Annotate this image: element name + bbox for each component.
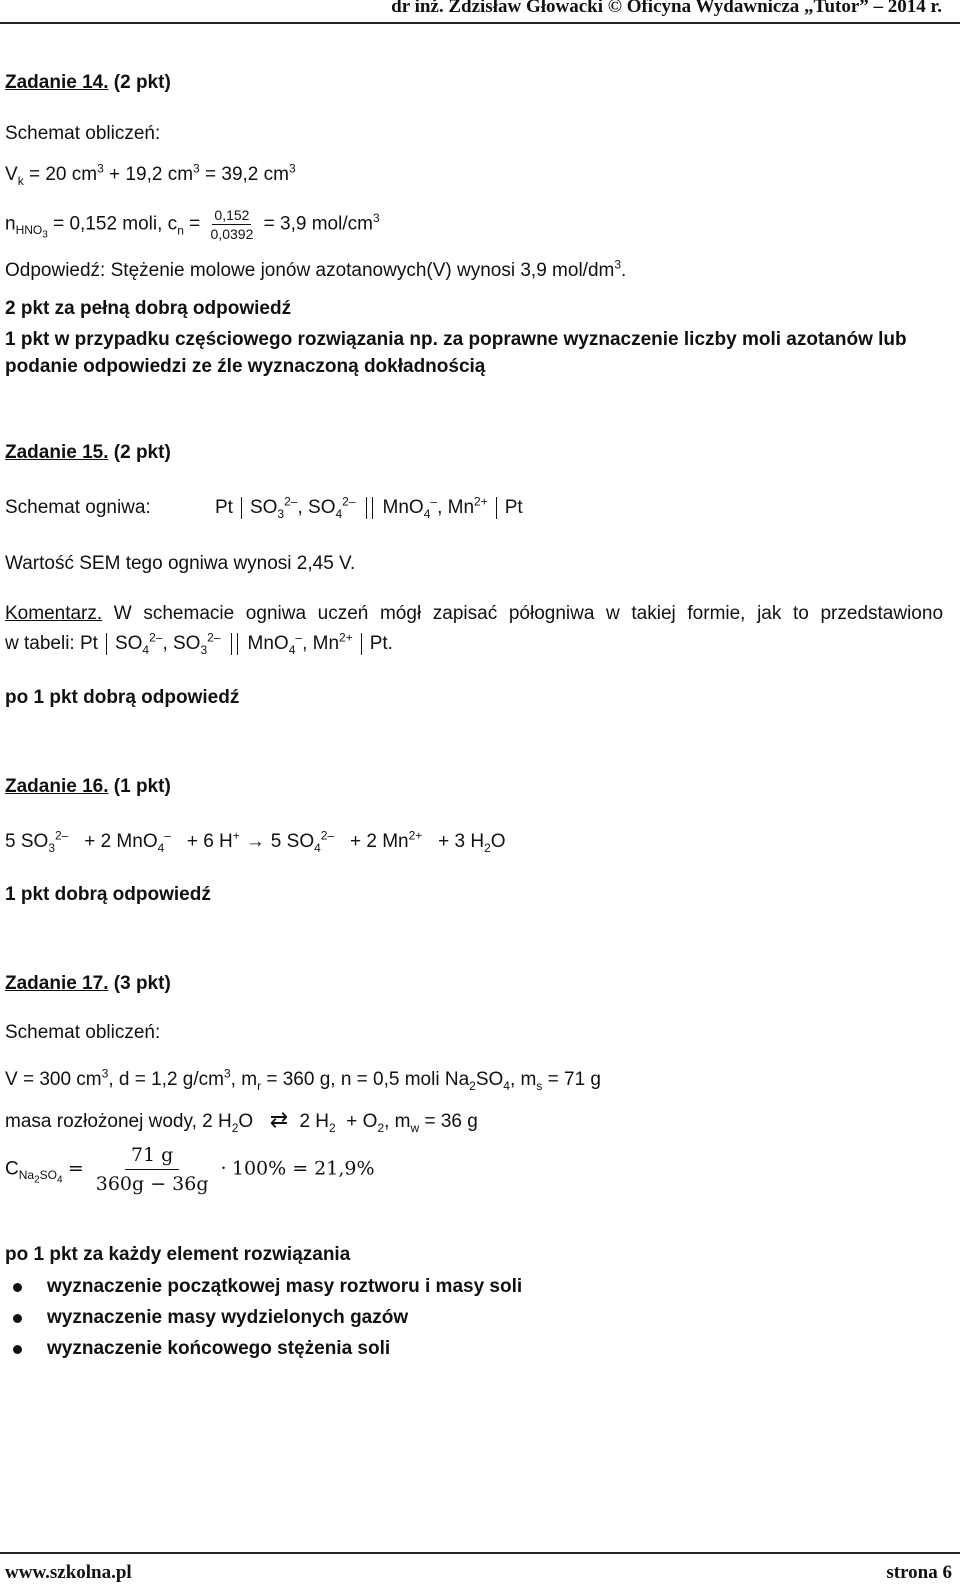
- schemat-label: Schemat obliczeń:: [5, 123, 161, 144]
- task-points: (2 pkt): [113, 72, 171, 93]
- criteria-list: [5, 1276, 522, 1369]
- formula-fraction: $\frac{71 g}{360g - 36g}$: [95, 1144, 209, 1195]
- data-line: V = 300 $cm^3$, d = 1,2 $g/cm^3$, $m_r = 360$ g, n = 0,5 moli $Na_2SO_4$, $m_s = 71$ g: [5, 1066, 601, 1093]
- cell-scheme: Pt $SO_3^{2-}$, $SO_4^{2-}$ MnO$_4$–, $Mn^{2+}$ Pt: [215, 494, 523, 521]
- footer-rule: [0, 1552, 960, 1554]
- concentration-line: $n_{HNO_3} = 0,152$ moli, $c_n$ = $\frac{0,152}{0,0392}$ = 3,9 mol/$cm^3$: [5, 207, 380, 242]
- task-16-heading: Zadanie 16. (1 pkt): [5, 776, 171, 797]
- list-item: wyznaczenie masy wydzielonych gazów: [5, 1307, 522, 1338]
- task-15-heading: Zadanie 15. (2 pkt): [5, 442, 171, 463]
- bullet-icon: [13, 1345, 22, 1354]
- score-partial-2: podanie odpowiedzi ze źle wyznaczoną dokładnością: [5, 356, 486, 377]
- concentration-formula: $C_{Na_2SO_4}$ = $\frac{71 g}{360g - 36g}$ · 100% = 21,9%: [5, 1144, 375, 1195]
- fraction: $\frac{0,152}{0,0392}$: [210, 207, 254, 242]
- task-17-heading: Zadanie 17. (3 pkt): [5, 973, 171, 994]
- task-title: Zadanie 14.: [5, 72, 109, 93]
- equilibrium-arrow-icon: ⇄: [269, 1107, 289, 1132]
- cell-scheme-label: Schemat ogniwa:: [5, 497, 151, 518]
- volume-line: $V_k = 20$ $cm^3 + 19,2$ $cm^3 = 39,2$ $cm^3$: [5, 161, 296, 188]
- score-full: 2 pkt za pełną dobrą odpowiedź: [5, 298, 292, 319]
- comment-line: Komentarz. W schemacie ogniwa uczeń mógł zapisać półogniwa w takiej formie, jak to przedstawiono: [5, 603, 944, 624]
- redox-equation: 5 $SO_3^{2-}$ + 2 MnO$_4$– + 6 H+ → 5 $SO_4^{2-}$ + 2 $Mn^{2+}$ + 3 $H_2O$: [5, 828, 506, 855]
- list-item: wyznaczenie końcowego stężenia soli: [5, 1338, 522, 1369]
- footer-url[interactable]: www.szkolna.pl: [5, 1562, 132, 1583]
- comment-scheme: w tabeli: Pt $SO_4^{2-}$, $SO_3^{2-}$ MnO$_4$–, $Mn^{2+}$ Pt.: [5, 630, 393, 657]
- sem-line: Wartość SEM tego ogniwa wynosi 2,45 V.: [5, 553, 356, 574]
- score-partial-1: 1 pkt w przypadku częściowego rozwiązania np. za poprawne wyznaczenie liczby moli azotanów lub: [5, 329, 907, 350]
- task-17-score: po 1 pkt za każdy element rozwiązania: [5, 1244, 351, 1265]
- reaction-arrow-icon: →: [245, 831, 265, 852]
- answer-line: Odpowiedź: Stężenie molowe jonów azotanowych(V) wynosi 3,9 mol/$dm^3$.: [5, 257, 627, 281]
- schemat-label-17: Schemat obliczeń:: [5, 1022, 161, 1043]
- bullet-icon: [13, 1283, 22, 1292]
- task-16-score: 1 pkt dobrą odpowiedź: [5, 884, 211, 905]
- footer-page-number: strona 6: [886, 1562, 952, 1583]
- list-item: wyznaczenie początkowej masy roztworu i masy soli: [5, 1276, 522, 1307]
- task-14-heading: [5, 72, 171, 94]
- bullet-icon: [13, 1314, 22, 1323]
- header-rule: [0, 22, 960, 24]
- task-15-score: po 1 pkt dobrą odpowiedź: [5, 687, 240, 708]
- page-header: dr inż. Zdzisław Głowacki © Oficyna Wydawnicza „Tutor” – 2014 r.: [391, 0, 942, 17]
- water-line: masa rozłożonej wody, 2 $H_2O$ ⇄ 2 $H_2 + O_2$, $m_w = 36$ g: [5, 1107, 478, 1135]
